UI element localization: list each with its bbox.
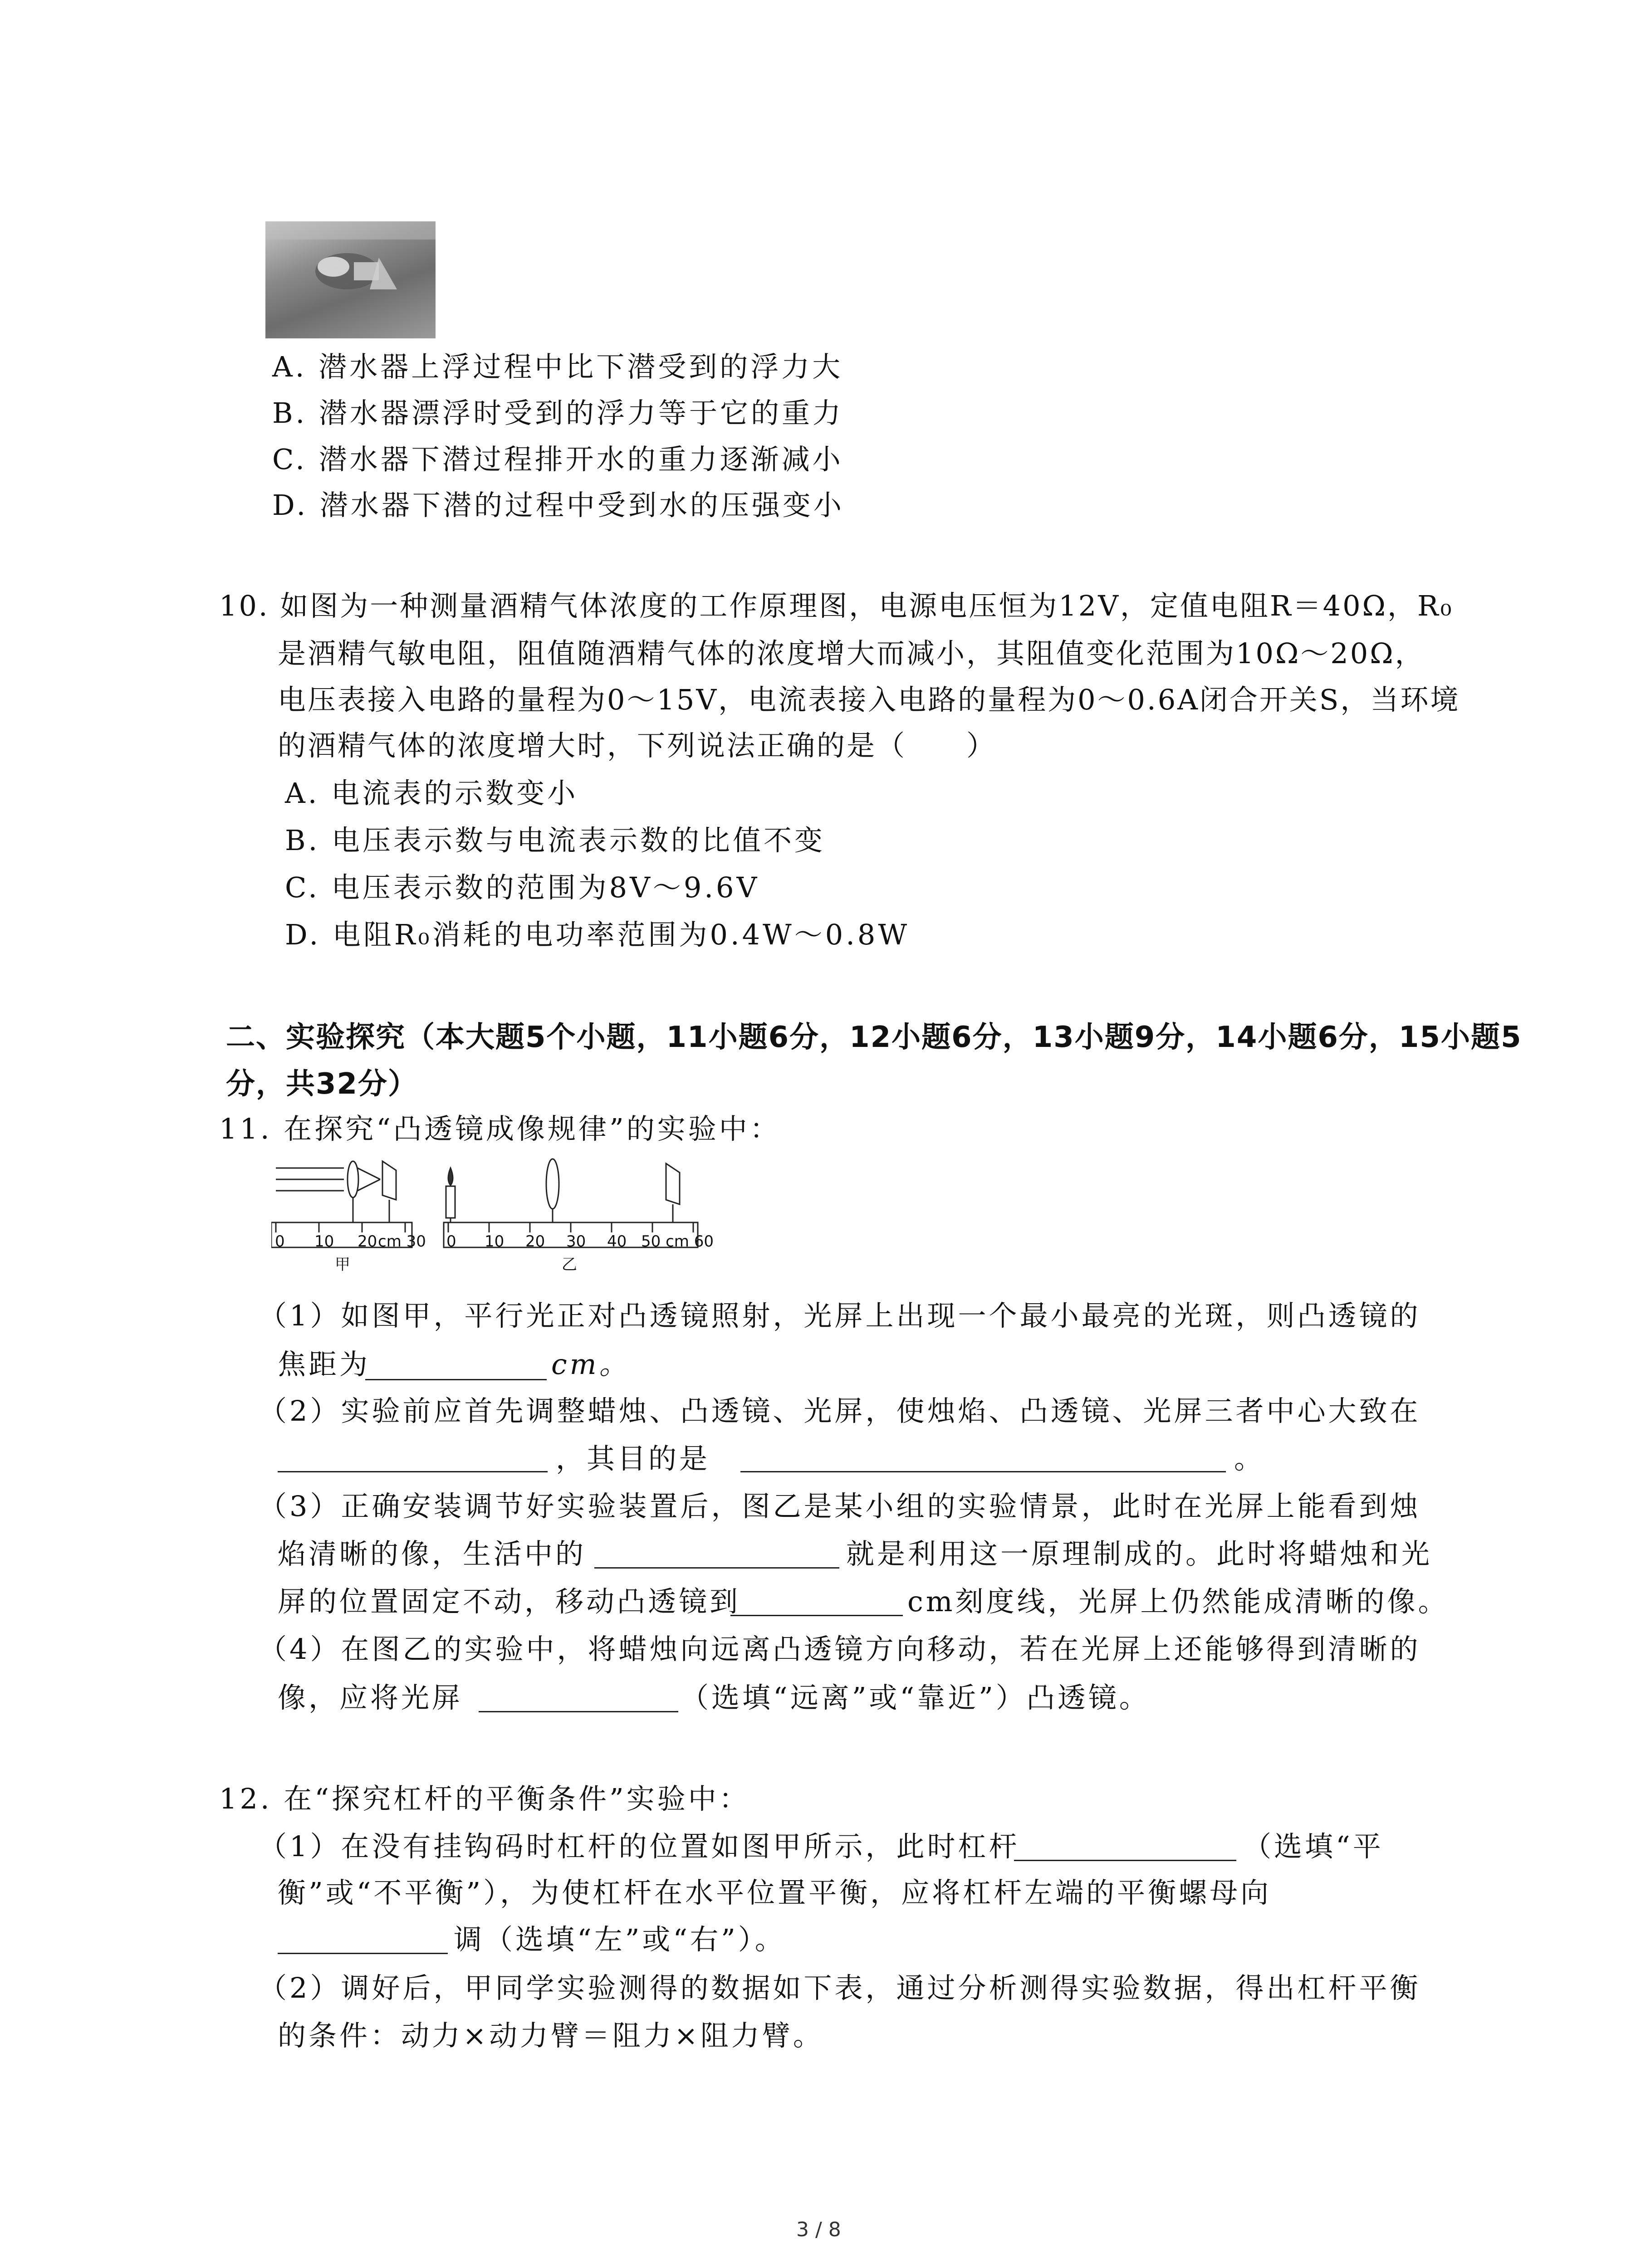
q10-option-c: C. 电压表示数的范围为8V～9.6V (285, 871, 760, 904)
yi-tick-30: 30 (566, 1232, 586, 1251)
q11-part3-line3-post: cm刻度线，光屏上仍然能成清晰的像。 (907, 1585, 1449, 1618)
q12-part1-line1-post: （选填“平 (1243, 1830, 1384, 1863)
q9-option-a: A. 潜水器上浮过程中比下潜受到的浮力大 (272, 350, 843, 383)
yi-tick-20: 20 (525, 1232, 545, 1251)
figure-yi-label: 乙 (562, 1256, 577, 1274)
q11-part2-line2-end: 。 (1234, 1442, 1265, 1475)
q9-option-c: C. 潜水器下潜过程排开水的重力逐渐减小 (272, 443, 843, 476)
jia-tick-0: 0 (275, 1232, 285, 1251)
jia-tick-10: 10 (314, 1232, 334, 1251)
q11-part2-line2-mid: ，其目的是 (556, 1442, 710, 1475)
page-number: 3 / 8 (796, 2218, 841, 2241)
q12-part2-line1: （2）调好后，甲同学实验测得的数据如下表，通过分析测得实验数据，得出杠杆平衡 (259, 1971, 1421, 2004)
q11-part1-line2-pre: 焦距为 (278, 1348, 371, 1381)
yi-tick-40: 40 (607, 1232, 627, 1251)
jia-tick-20: 20 (358, 1232, 377, 1251)
jia-tick-30: cm 30 (378, 1232, 426, 1251)
q10-line-4: 的酒精气体的浓度增大时，下列说法正确的是（ ） (278, 729, 997, 762)
q9-option-b: B. 潜水器漂浮时受到的浮力等于它的重力 (272, 396, 843, 430)
q11-height-blank[interactable] (278, 1471, 548, 1472)
q12-part1-line1-pre: （1）在没有挂钩码时杠杆的位置如图甲所示，此时杠杆 (259, 1830, 1020, 1863)
q10-option-d: D. 电阻R₀消耗的电功率范围为0.4W～0.8W (285, 918, 910, 951)
q11-lens-position-blank[interactable] (730, 1615, 903, 1616)
q11-focal-length-blank[interactable] (365, 1379, 547, 1380)
q11-part3-line2-pre: 焰清晰的像，生活中的 (278, 1537, 587, 1570)
q11-part1-line2-post: cm。 (551, 1348, 630, 1381)
q10-line-2: 是酒精气敏电阻，阻值随酒精气体的浓度增大而减小，其阻值变化范围为10Ω～20Ω， (278, 637, 1425, 670)
q11-part2-line1: （2）实验前应首先调整蜡烛、凸透镜、光屏，使烛焰、凸透镜、光屏三者中心大致在 (259, 1394, 1421, 1427)
q11-part3-line1: （3）正确安装调节好实验装置后，图乙是某小组的实验情景，此时在光屏上能看到烛 (259, 1490, 1421, 1523)
q10-option-a: A. 电流表的示数变小 (285, 777, 578, 810)
q11-application-blank[interactable] (594, 1567, 839, 1569)
q11-part1-line1: （1）如图甲，平行光正对凸透镜照射，光屏上出现一个最小最亮的光斑，则凸透镜的 (259, 1299, 1421, 1332)
lens-experiment-figure (271, 1154, 916, 1286)
section2-heading-line2: 分，共32分） (226, 1067, 418, 1101)
submersible-photo (265, 221, 436, 338)
q12-balance-blank[interactable] (1014, 1860, 1236, 1861)
yi-tick-10: 10 (485, 1232, 505, 1251)
q9-option-d: D. 潜水器下潜的过程中受到水的压强变小 (272, 489, 844, 522)
q10-line-3: 电压表接入电路的量程为0～15V，电流表接入电路的量程为0～0.6A闭合开关S，当环境 (278, 683, 1460, 716)
q12-part1-line2: 衡”或“不平衡”），为使杠杆在水平位置平衡，应将杠杆左端的平衡螺母向 (278, 1876, 1272, 1909)
q10-line-1: 10. 如图为一种测量酒精气体浓度的工作原理图，电源电压恒为12V，定值电阻R＝40Ω，R₀ (219, 589, 1454, 622)
yi-tick-50-60: 50 cm 60 (641, 1232, 714, 1251)
q11-stem: 11. 在探究“凸透镜成像规律”的实验中： (219, 1112, 781, 1145)
q12-stem: 12. 在“探究杠杆的平衡条件”实验中： (219, 1782, 750, 1815)
q12-part1-line3-post: 调（选填“左”或“右”）。 (454, 1923, 786, 1956)
q11-part3-line2-post: 就是利用这一原理制成的。此时将蜡烛和光 (846, 1537, 1433, 1570)
q11-part3-line3-pre: 屏的位置固定不动，移动凸透镜到 (278, 1585, 741, 1618)
q11-part4-line1: （4）在图乙的实验中，将蜡烛向远离凸透镜方向移动，若在光屏上还能够得到清晰的 (259, 1633, 1421, 1666)
q12-nut-direction-blank[interactable] (278, 1953, 448, 1954)
q11-part4-line2-pre: 像，应将光屏 (278, 1681, 463, 1714)
yi-tick-0: 0 (446, 1232, 456, 1251)
figure-jia-label: 甲 (335, 1256, 350, 1274)
submersible-image (265, 221, 436, 338)
q11-purpose-blank[interactable] (740, 1471, 1226, 1472)
lens-figure-drawing (271, 1154, 916, 1286)
q10-option-b: B. 电压表示数与电流表示数的比值不变 (285, 824, 825, 857)
section2-heading-line1: 二、实验探究（本大题5个小题，11小题6分，12小题6分，13小题9分，14小题6分，15小题5 (226, 1021, 1522, 1054)
q11-part4-line2-post: （选填“远离”或“靠近”）凸透镜。 (681, 1681, 1150, 1714)
q11-screen-direction-blank[interactable] (479, 1711, 678, 1712)
q12-part2-line2: 的条件：动力×动力臂＝阻力×阻力臂。 (278, 2019, 824, 2052)
